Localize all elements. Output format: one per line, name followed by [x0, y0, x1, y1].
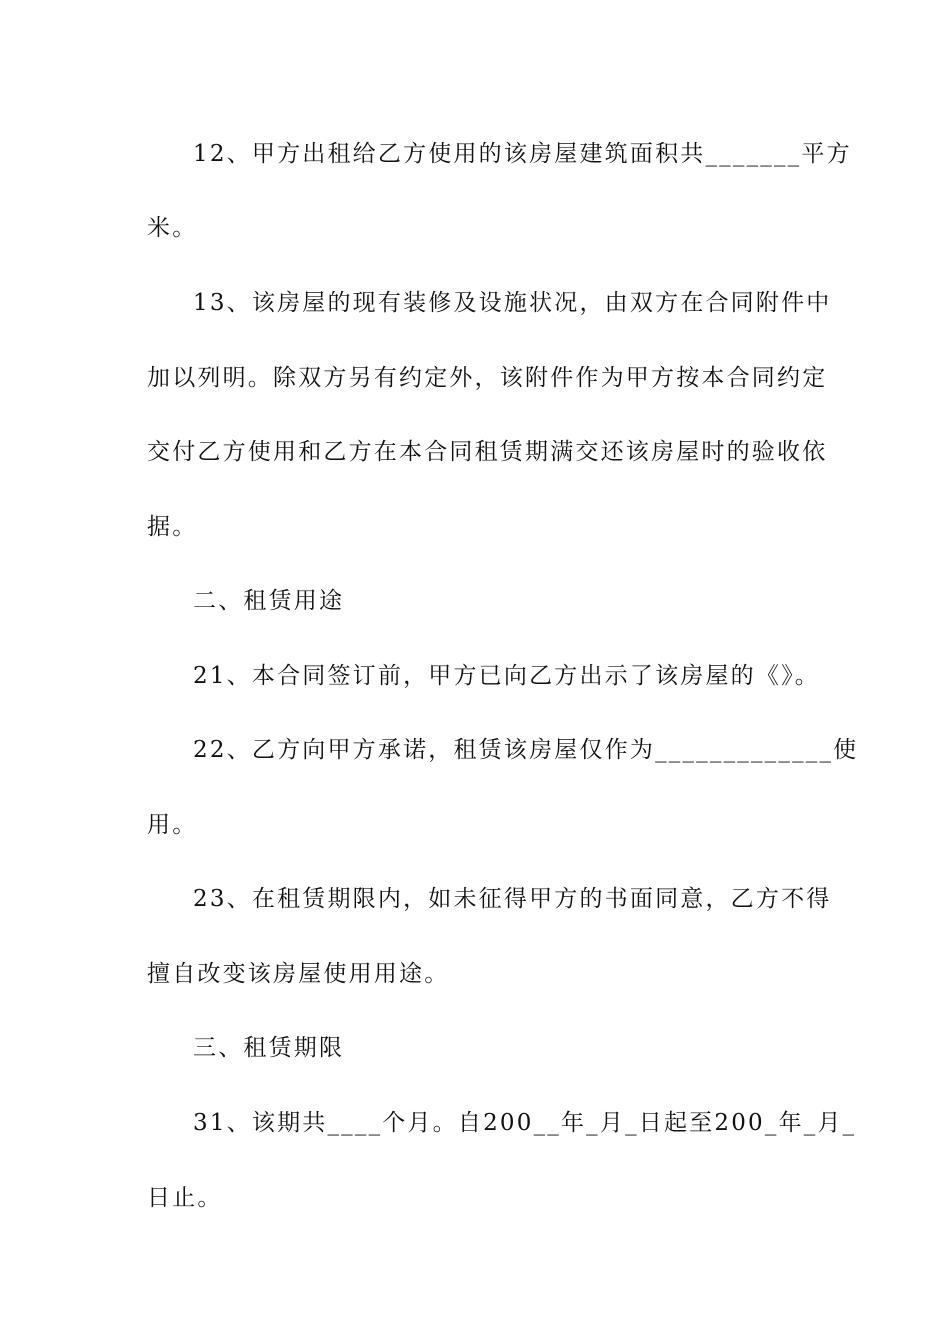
section-heading-rental-purpose: 二、租赁用途 — [193, 588, 345, 614]
clause-23-line-2: 擅自改变该房屋使用用途。 — [147, 961, 450, 987]
clause-12-line-2: 米。 — [147, 215, 198, 241]
clause-31-line-1: 31、该期共____个月。自200__年_月_日起至200_年_月_ — [193, 1110, 857, 1136]
clause-13-line-4: 据。 — [147, 514, 198, 540]
clause-13-line-1: 13、该房屋的现有装修及设施状况，由双方在合同附件中 — [193, 290, 832, 316]
clause-31-line-2: 日止。 — [147, 1185, 223, 1211]
section-heading-rental-term: 三、租赁期限 — [193, 1035, 345, 1061]
clause-23-line-1: 23、在租赁期限内，如未征得甲方的书面同意，乙方不得 — [193, 886, 832, 912]
clause-22-line-1: 22、乙方向甲方承诺，租赁该房屋仅作为_____________使 — [193, 737, 859, 763]
clause-13-line-3: 交付乙方使用和乙方在本合同租赁期满交还该房屋时的验收依 — [147, 439, 828, 465]
clause-22-line-2: 用。 — [147, 812, 198, 838]
clause-12-line-1: 12、甲方出租给乙方使用的该房屋建筑面积共_______平方 — [193, 141, 852, 167]
clause-21-line-1: 21、本合同签订前，甲方已向乙方出示了该房屋的《》。 — [193, 663, 820, 689]
clause-13-line-2: 加以列明。除双方另有约定外，该附件作为甲方按本合同约定 — [147, 365, 828, 391]
